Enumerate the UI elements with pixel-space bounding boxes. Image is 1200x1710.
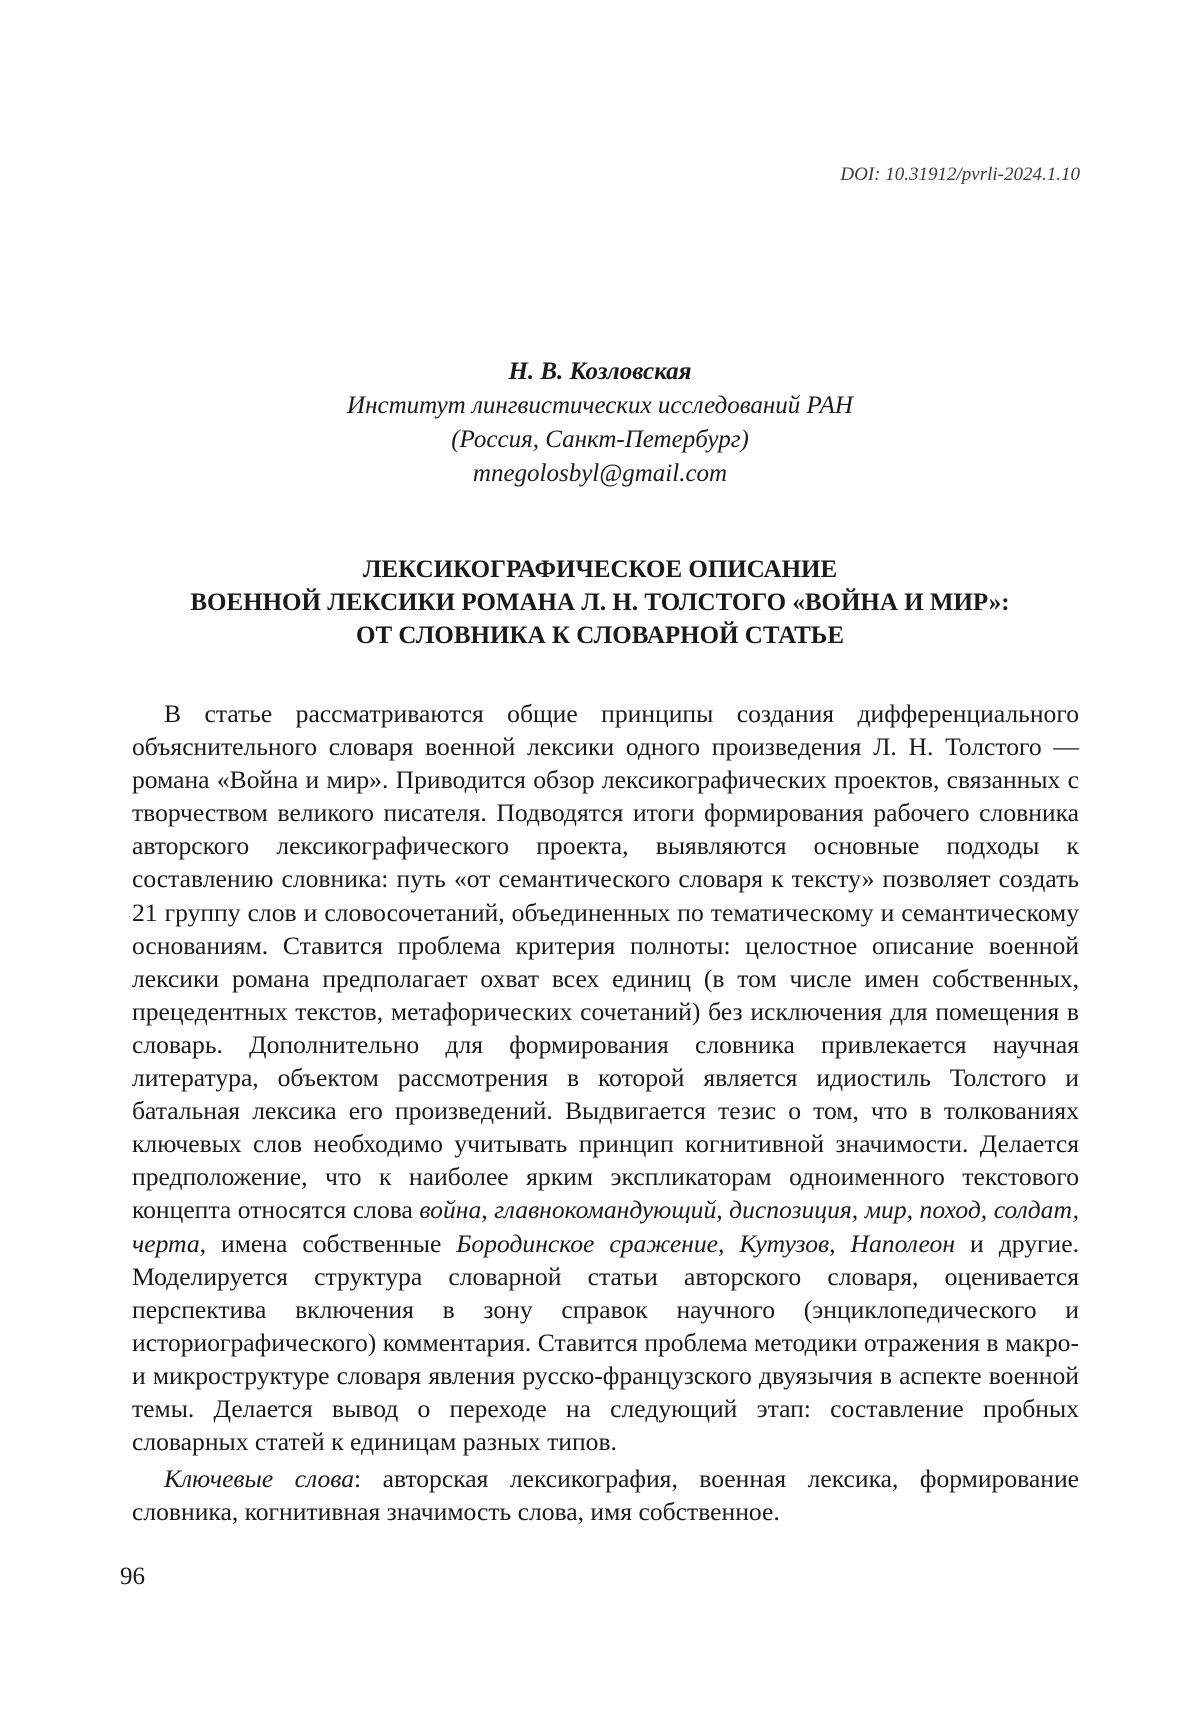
abstract-text-3: и другие. Моделируется структура словарной статьи авторского словаря, оценивается перспектива включения в зону справок научного (энциклопедического и историографического) комментария. Ставится проблема методики отражения в макро- и микроструктуре словаря явления русско-французского двуязычия в аспекте военной темы. Делается вывод о переходе на следующий этап: составление пробных словарных статей к единицам разных типов. xyxy=(132,1228,1079,1457)
keywords-paragraph xyxy=(132,1462,1079,1528)
title-line-1: ЛЕКСИКОГРАФИЧЕСКОЕ ОПИСАНИЕ xyxy=(362,556,838,583)
title-line-3: ОТ СЛОВНИКА К СЛОВАРНОЙ СТАТЬЕ xyxy=(356,622,844,649)
abstract-paragraph xyxy=(132,697,1079,1458)
author-institution: Институт лингвистических исследований РАН xyxy=(347,392,853,419)
abstract-text-1: В статье рассматриваются общие принципы создания дифференциального объяснительного словаря военной лексики одного произведения Л. Н. Толстого — романа «Война и мир». Приводится обзор лексикографических проектов, связанных с творчеством великого писателя. Подводятся итоги формирования рабочего словника авторского лексикографического проекта, выявляются основные подходы к составлению словника: путь «от семантического словаря к тексту» позволяет создать 21 группу слов и словосочетаний, объединенных по тематическому и семантическому основаниям. Ставится проблема критерия полноты: целостное описание военной лексики романа предполагает охват всех единиц (в том числе имен собственных, прецедентных текстов, метафорических сочетаний) без исключения для помещения в словарь. Дополнительно для формирования словника привлекается научная литература, объектом рассмотрения в которой является идиостиль Толстого и батальная лексика его произведений. Выдвигается тезис о том, что в толкованиях ключевых слов необходимо учитывать принцип когнитивной значимости. Делается предположение, что к наиболее ярким экспликаторам одноименного текстового концепта относятся слова xyxy=(132,699,1079,1225)
author-location: (Россия, Санкт-Петербург) xyxy=(451,426,749,453)
keywords-label: Ключевые слова xyxy=(164,1464,355,1494)
abstract-italic-2: Бородинское сражение, Кутузов, Наполеон xyxy=(456,1228,956,1258)
author-email: mnegolosbyl@gmail.com xyxy=(472,460,728,487)
author-name: Н. В. Козловская xyxy=(508,358,692,385)
page-number: 96 xyxy=(120,1563,145,1590)
abstract-italic-1: война, главнокомандующий, диспозиция, мир, поход, солдат, черта, xyxy=(132,1195,1079,1258)
abstract-text-2: имена собственные xyxy=(206,1228,457,1258)
abstract xyxy=(132,697,1079,1528)
title-line-2: ВОЕННОЙ ЛЕКСИКИ РОМАНА Л. Н. ТОЛСТОГО «ВОЙНА И МИР»: xyxy=(190,589,1010,616)
author-block xyxy=(0,355,1200,491)
doi-label: DOI: 10.31912/pvrli-2024.1.10 xyxy=(840,164,1080,185)
keywords-text: : авторская лексикография, военная лексика, формирование словника, когнитивная значимость слова, имя собственное. xyxy=(132,1464,1079,1527)
article-title xyxy=(0,553,1200,652)
